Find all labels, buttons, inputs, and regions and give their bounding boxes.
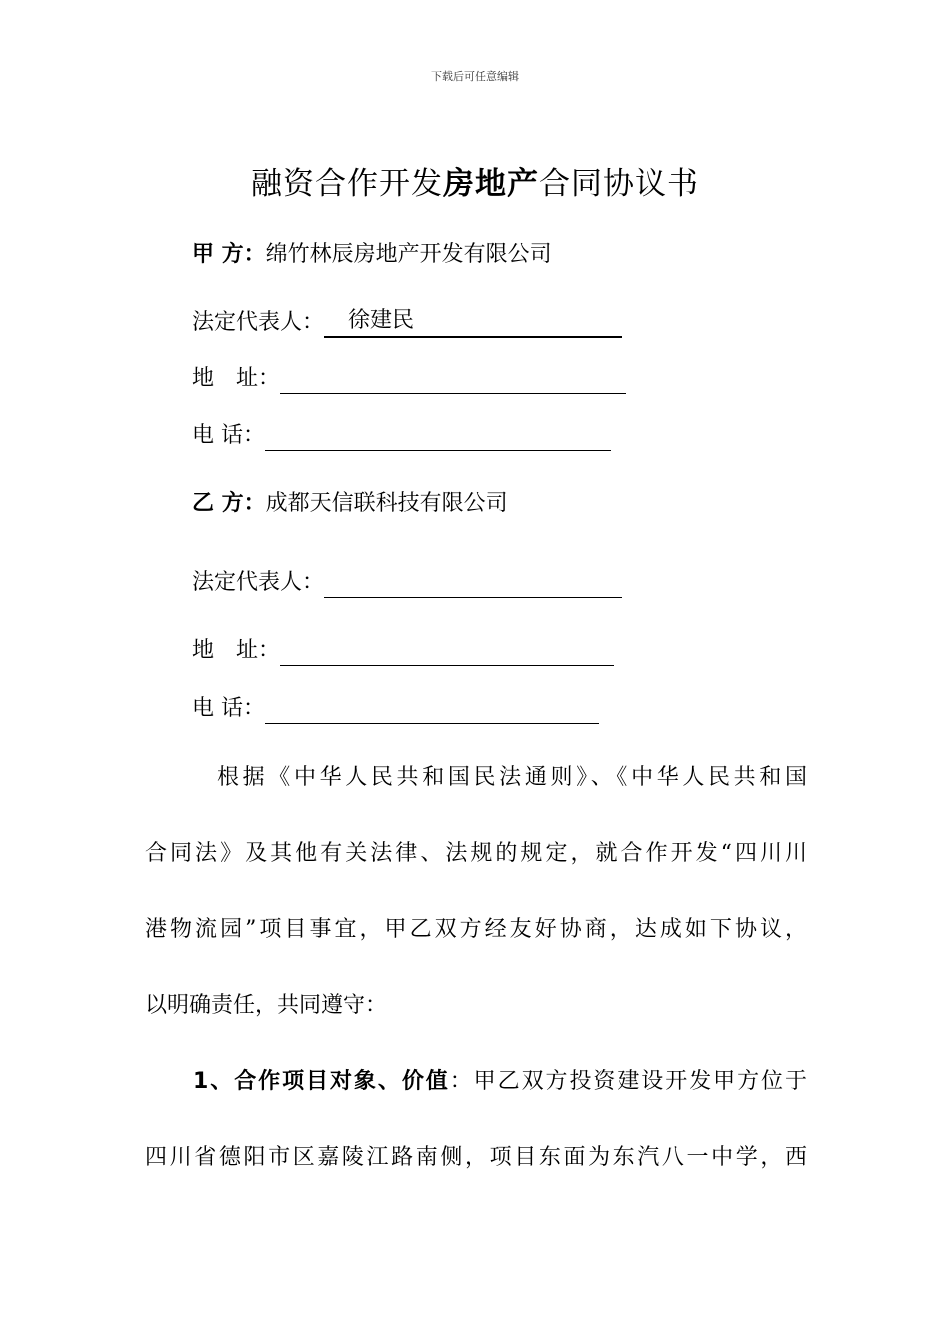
party-a-label: 甲 方： [192,242,266,267]
title-part-1: 融资合作开发 [251,166,443,202]
party-b-rep-field[interactable] [324,571,622,598]
party-a-addr-line [192,364,626,394]
party-b-addr-label: 地 址： [192,638,281,663]
party-a-phone-label: 电 话： [192,423,265,448]
header-note: 下载后可任意编辑 [431,70,519,83]
title-part-2: 房地产 [443,166,539,202]
party-b-line [192,489,508,519]
preamble-line-3: 港物流园”项目事宜，甲乙双方经友好协商，达成如下协议， [145,917,807,942]
party-b-rep-label: 法定代表人： [192,570,325,595]
party-b-addr-field[interactable] [280,639,614,666]
party-a-rep-label: 法定代表人： [192,310,325,335]
clause-1-line-1-text: 甲乙双方投资建设开发甲方位于 [473,1069,807,1094]
party-a-addr-label: 地 址： [192,366,281,391]
party-a-phone-line [192,421,611,451]
party-a-addr-field[interactable] [280,367,626,394]
clause-1-line-1 [145,1044,807,1120]
preamble-line-4: 以明确责任，共同遵守： [145,993,388,1018]
party-b-label: 乙 方： [192,491,266,516]
title-part-3: 合同协议书 [539,166,699,202]
preamble-paragraph [145,740,807,1044]
preamble-line-1: 根据《中华人民共和国民法通则》、《中华人民共和国 [217,765,807,790]
clause-1-heading: 1、合作项目对象、价值 [193,1069,450,1094]
party-b-phone-field[interactable] [265,697,599,724]
party-a-name: 绵竹林辰房地产开发有限公司 [265,242,552,267]
clause-1-line-2: 四川省德阳市区嘉陵江路南侧，项目东面为东汽八一中学，西 [145,1145,807,1170]
clause-1-paragraph [145,1044,807,1196]
party-a-rep-field[interactable] [324,310,622,338]
party-a-rep-value: 徐建民 [348,308,415,333]
preamble-line-2: 合同法》及其他有关法律、法规的规定，就合作开发“四川川 [145,841,807,866]
document-title [0,158,950,203]
clause-1-colon: ： [449,1069,474,1094]
party-b-phone-line [192,694,599,724]
party-b-rep-line [192,568,622,598]
party-a-line [192,240,552,270]
party-a-phone-field[interactable] [265,424,611,451]
party-b-phone-label: 电 话： [192,696,265,721]
party-a-rep-line [192,308,622,338]
party-b-addr-line [192,636,614,666]
party-b-name: 成都天信联科技有限公司 [265,491,508,516]
